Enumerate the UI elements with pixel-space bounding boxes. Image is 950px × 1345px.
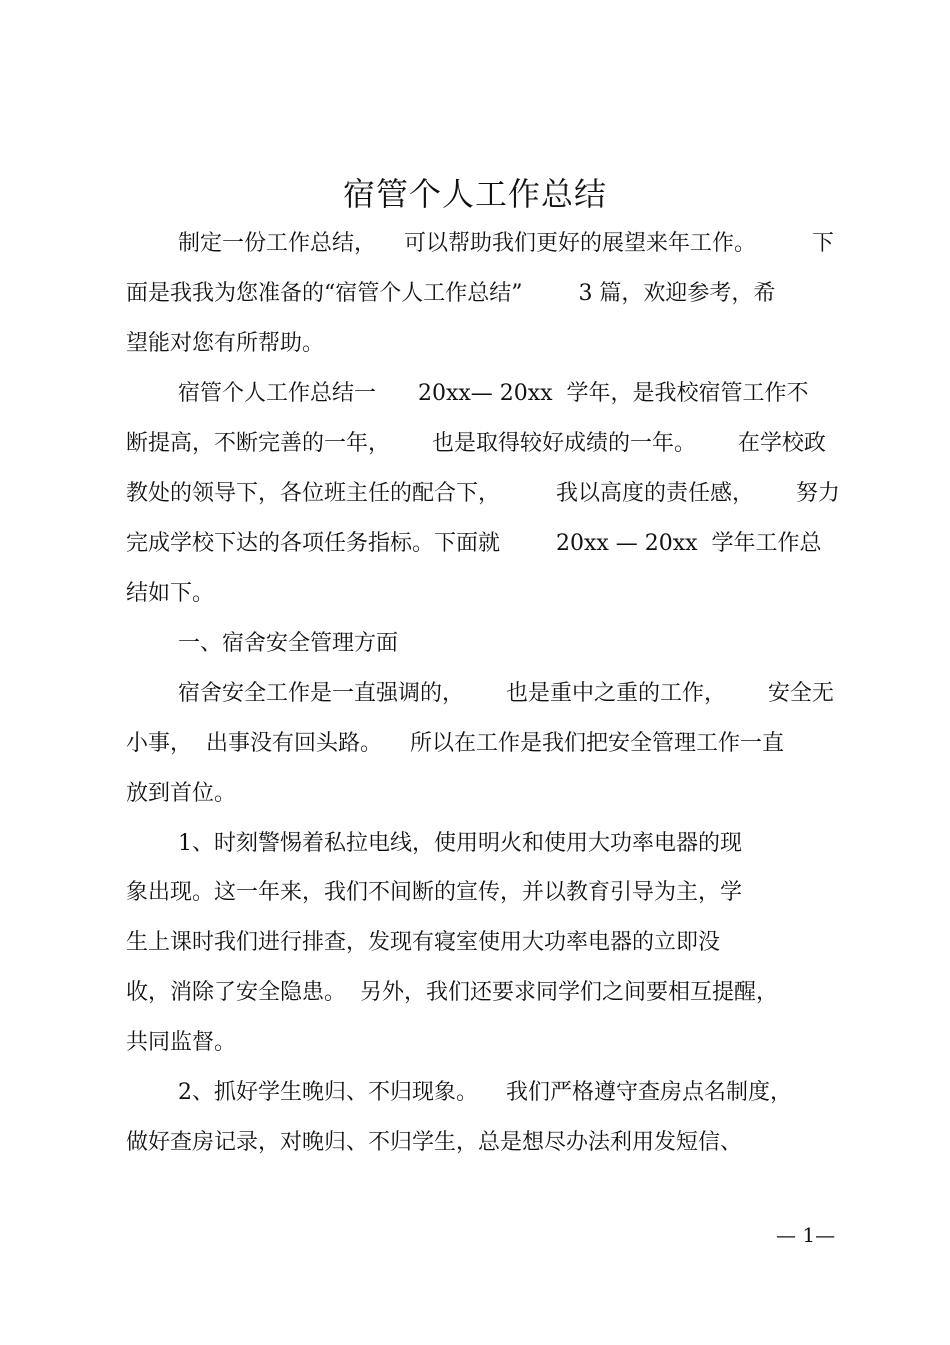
paragraph-line: 宿舍安全工作是一直强调的， 也是重中之重的工作， 安全无 xyxy=(178,681,834,706)
paragraph-line: 共同监督。 xyxy=(126,1030,237,1055)
paragraph-line: 完成学校下达的各项任务指标。下面就 20xx — 20xx 学年工作总 xyxy=(126,531,822,556)
paragraph-line: 象出现。这一年来，我们不间断的宣传，并以教育引导为主，学 xyxy=(126,880,743,905)
paragraph-line: 结如下。 xyxy=(126,581,215,606)
paragraph-line: 收，消除了安全隐患。 另外，我们还要求同学们之间要相互提醒， xyxy=(126,980,778,1005)
paragraph-line: 断提高，不断完善的一年， 也是取得较好成绩的一年。 在学校政 xyxy=(126,431,826,456)
paragraph-line: 1、时刻警惕着私拉电线，使用明火和使用大功率电器的现 xyxy=(178,831,742,856)
paragraph-line: 放到首位。 xyxy=(126,781,237,806)
paragraph-line: 2、抓好学生晚归、不归现象。 我们严格遵守查房点名制度， xyxy=(178,1080,792,1105)
document-title: 宿管个人工作总结 xyxy=(342,175,607,213)
paragraph-line: 宿管个人工作总结一 20xx— 20xx 学年，是我校宿管工作不 xyxy=(178,381,809,406)
paragraph-line: 生上课时我们进行排查，发现有寝室使用大功率电器的立即没 xyxy=(126,930,721,955)
paragraph-line: 教处的领导下，各位班主任的配合下， 我以高度的责任感， 努力 xyxy=(126,481,840,506)
section-heading: 一、宿舍安全管理方面 xyxy=(178,631,399,656)
page-number: — 1— xyxy=(776,1223,836,1247)
paragraph-line: 做好查房记录，对晚归、不归学生，总是想尽办法利用发短信、 xyxy=(126,1130,743,1155)
paragraph-line: 面是我我为您准备的“宿管个人工作总结” 3 篇，欢迎参考，希 xyxy=(126,281,776,306)
paragraph-line: 小事， 出事没有回头路。 所以在工作是我们把安全管理工作一直 xyxy=(126,731,784,756)
paragraph-line: 制定一份工作总结， 可以帮助我们更好的展望来年工作。 下 xyxy=(178,231,834,256)
paragraph-line: 望能对您有所帮助。 xyxy=(126,331,325,356)
